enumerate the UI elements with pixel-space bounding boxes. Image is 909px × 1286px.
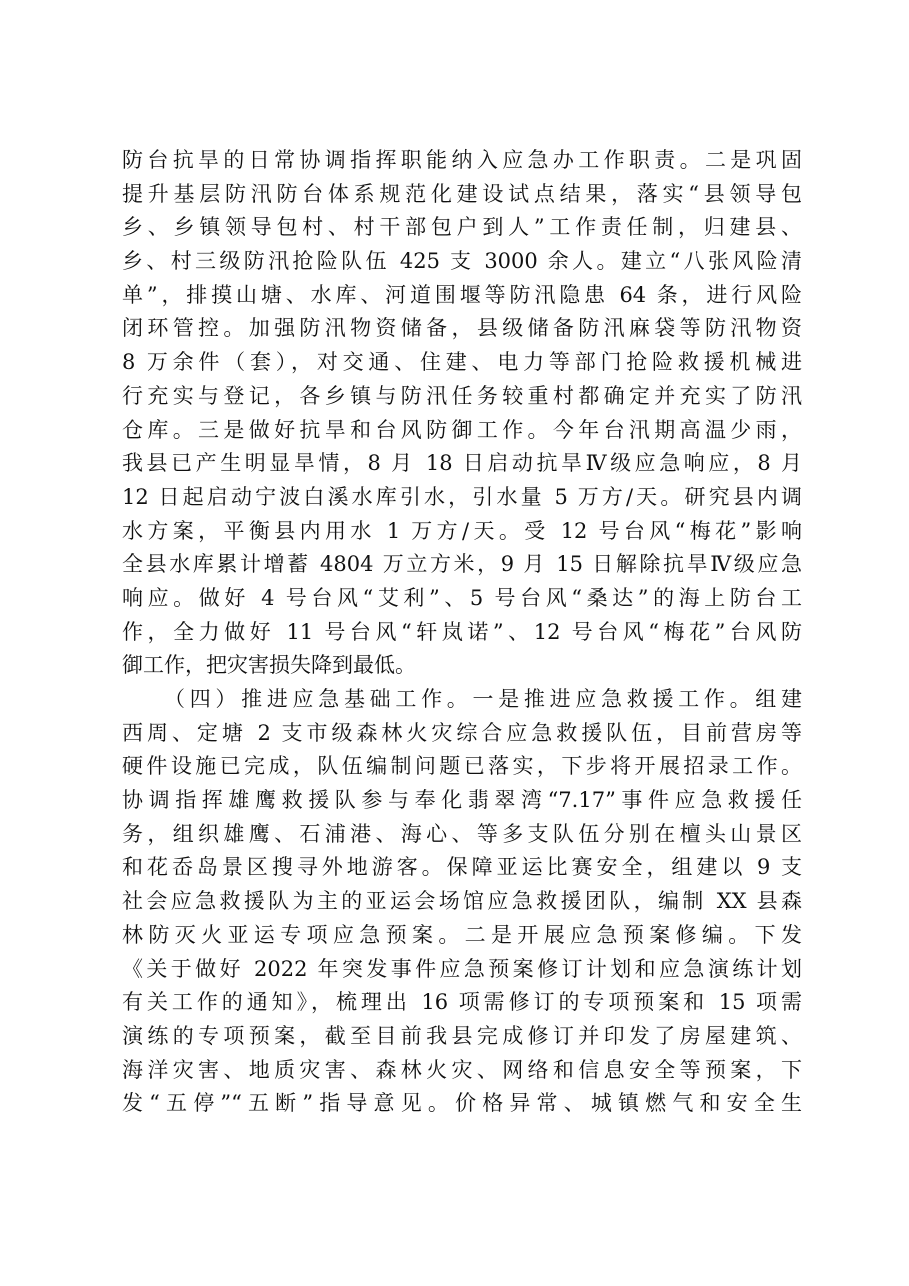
text-line: 务，组织雄鹰、石浦港、海心、等多支队伍分别在檀头山景区: [122, 821, 802, 846]
text-line: 水方案，平衡县内用水 1 万方/天。受 12 号台风“梅花”影响: [122, 518, 802, 543]
text-line: 协调指挥雄鹰救援队参与奉化翡翠湾“7.17”事件应急救援任: [122, 788, 802, 813]
text-line: 海洋灾害、地质灾害、森林火灾、网络和信息安全等预案，下: [122, 1057, 802, 1082]
text-line: 和花岙岛景区搜寻外地游客。保障亚运比赛安全，组建以 9 支: [122, 855, 802, 880]
text-line: 发“五停”“五断”指导意见。价格异常、城镇燃气和安全生: [122, 1091, 802, 1116]
text-line: 8 万余件（套），对交通、住建、电力等部门抢险救援机械进: [122, 350, 802, 375]
text-line: 我县已产生明显旱情，8 月 18 日启动抗旱Ⅳ级应急响应，8 月: [122, 451, 802, 476]
text-line: 提升基层防汛防台体系规范化建设试点结果，落实“县领导包: [122, 181, 802, 206]
text-line: 乡、乡镇领导包村、村干部包户到人”工作责任制，归建县、: [122, 215, 802, 240]
section-heading-line: （四）推进应急基础工作。一是推进应急救援工作。组建: [164, 687, 802, 711]
body-text: [122, 144, 802, 1121]
text-line: 全县水库累计增蓄 4804 万立方米，9 月 15 日解除抗旱Ⅳ级应急: [122, 552, 802, 577]
text-line: 行充实与登记，各乡镇与防汛任务较重村都确定并充实了防汛: [122, 383, 802, 408]
text-line: 单”，排摸山塘、水库、河道围堰等防汛隐患 64 条，进行风险: [122, 282, 802, 307]
text-line: 响应。做好 4 号台风“艾利”、5 号台风“桑达”的海上防台工: [122, 585, 802, 610]
text-line: 硬件设施已完成，队伍编制问题已落实，下步将开展招录工作。: [122, 754, 802, 779]
text-line: 西周、定塘 2 支市级森林火灾综合应急救援队伍，目前营房等: [122, 720, 802, 745]
text-line: 社会应急救援队为主的亚运会场馆应急救援团队，编制 XX 县森: [122, 889, 802, 914]
text-line: 闭环管控。加强防汛物资储备，县级储备防汛麻袋等防汛物资: [122, 316, 802, 341]
text-line: 《关于做好 2022 年突发事件应急预案修订计划和应急演练计划: [122, 956, 802, 981]
text-line: 12 日起启动宁波白溪水库引水，引水量 5 万方/天。研究县内调: [122, 484, 802, 509]
text-line: 仓库。三是做好抗旱和台风防御工作。今年台汛期高温少雨，: [122, 417, 802, 442]
text-line: 有关工作的通知》，梳理出 16 项需修订的专项预案和 15 项需: [122, 990, 802, 1015]
text-line: 林防灭火亚运专项应急预案。二是开展应急预案修编。下发: [122, 922, 802, 947]
text-line: 作，全力做好 11 号台风“轩岚诺”、12 号台风“梅花”台风防: [122, 619, 802, 644]
text-line: 乡、村三级防汛抢险队伍 425 支 3000 余人。建立“八张风险清: [122, 249, 802, 274]
text-line: 御工作，把灾害损失降到最低。: [122, 653, 416, 678]
text-line: 演练的专项预案，截至目前我县完成修订并印发了房屋建筑、: [122, 1023, 802, 1048]
text-line: 防台抗旱的日常协调指挥职能纳入应急办工作职责。二是巩固: [122, 148, 802, 172]
